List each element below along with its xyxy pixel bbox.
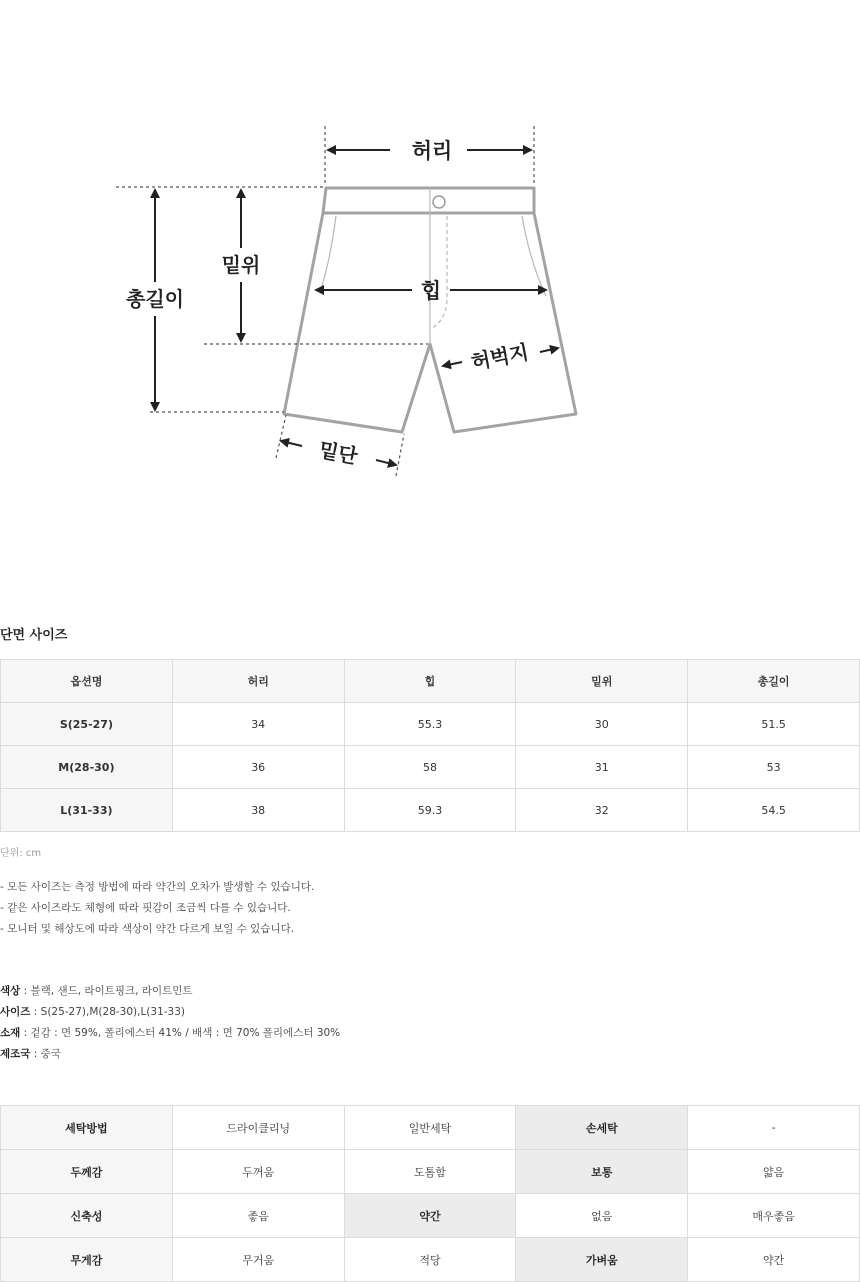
shorts-measurement-diagram [0,0,860,560]
notes-list [0,877,314,940]
table-cell: 38 [172,789,344,832]
care-option: 적당 [344,1238,516,1282]
table-cell: 51.5 [688,703,860,746]
size-section-title: 단면 사이즈 [0,628,68,643]
size-option-cell: L(31-33) [1,789,173,832]
note-item: - 모니터 및 해상도에 따라 색상이 약간 다르게 보일 수 있습니다. [0,923,295,935]
care-option: 약간 [688,1238,860,1282]
care-row-header: 세탁방법 [1,1106,173,1150]
column-header-waist: 허리 [172,660,344,703]
spec-material [0,1023,340,1044]
spec-value: : S(25-27),M(28-30),L(31-33) [30,1006,186,1018]
table-cell: 55.3 [344,703,516,746]
button-icon [433,196,445,208]
shorts-details [320,188,546,344]
spec-label: 사이즈 [0,1006,31,1018]
table-row [1,789,860,832]
table-cell: 36 [172,746,344,789]
column-header-rise: 밑위 [516,660,688,703]
table-cell: 32 [516,789,688,832]
care-row-thickness [1,1150,860,1194]
unit-note: 단위: cm [0,848,42,859]
column-header-option: 옵션명 [1,660,173,703]
care-option-selected: 가벼움 [516,1238,688,1282]
size-option-cell: S(25-27) [1,703,173,746]
table-cell: 34 [172,703,344,746]
care-option: 무거움 [172,1238,344,1282]
spec-value: : 중국 [30,1048,61,1060]
product-specs [0,981,340,1065]
table-row [1,746,860,789]
label-total-length: 총길이 [126,287,184,311]
care-row-wash [1,1106,860,1150]
care-option: 얇음 [688,1150,860,1194]
label-hip: 힙 [420,279,442,303]
care-option: 좋음 [172,1194,344,1238]
table-cell: 31 [516,746,688,789]
spec-label: 소재 [0,1027,21,1039]
care-option: 매우좋음 [688,1194,860,1238]
size-table-header-row [1,660,860,703]
column-header-hip: 힙 [344,660,516,703]
note-item: - 모든 사이즈는 측정 방법에 따라 약간의 오차가 발생할 수 있습니다. [0,881,315,893]
care-row-stretch [1,1194,860,1238]
table-cell: 30 [516,703,688,746]
spec-value: : 블랙, 샌드, 라이트핑크, 라이트민트 [20,985,193,997]
care-row-header: 무게감 [1,1238,173,1282]
table-cell: 54.5 [688,789,860,832]
care-row-header: 두께감 [1,1150,173,1194]
spec-size [0,1002,340,1023]
spec-origin [0,1044,340,1065]
table-row [1,703,860,746]
table-cell: 53 [688,746,860,789]
care-option: 없음 [516,1194,688,1238]
care-option: 일반세탁 [344,1106,516,1150]
size-option-cell: M(28-30) [1,746,173,789]
care-option: 드라이클리닝 [172,1106,344,1150]
table-cell: 59.3 [344,789,516,832]
label-hem: 밑단 [316,437,360,469]
label-thigh: 허벅지 [469,339,531,375]
care-option: 도톰함 [344,1150,516,1194]
care-info-table [0,1105,860,1282]
spec-value: : 겉감 : 면 59%, 폴리에스터 41% / 배색 : 면 70% 폴리에스터 30% [20,1027,341,1039]
spec-label: 제조국 [0,1048,31,1060]
care-row-weight [1,1238,860,1282]
care-option-selected: 보통 [516,1150,688,1194]
label-rise: 밑위 [221,253,261,277]
table-cell: 58 [344,746,516,789]
spec-label: 색상 [0,985,21,997]
measure-arrows [155,150,558,465]
size-table [0,659,860,832]
spec-color [0,981,340,1002]
care-option: 두꺼움 [172,1150,344,1194]
care-option-selected: 약간 [344,1194,516,1238]
care-option: - [688,1106,860,1150]
column-header-total-length: 총길이 [688,660,860,703]
care-row-header: 신축성 [1,1194,173,1238]
care-option-selected: 손세탁 [516,1106,688,1150]
note-item: - 같은 사이즈라도 체형에 따라 핏감이 조금씩 다를 수 있습니다. [0,902,291,914]
label-waist: 허리 [411,139,453,163]
